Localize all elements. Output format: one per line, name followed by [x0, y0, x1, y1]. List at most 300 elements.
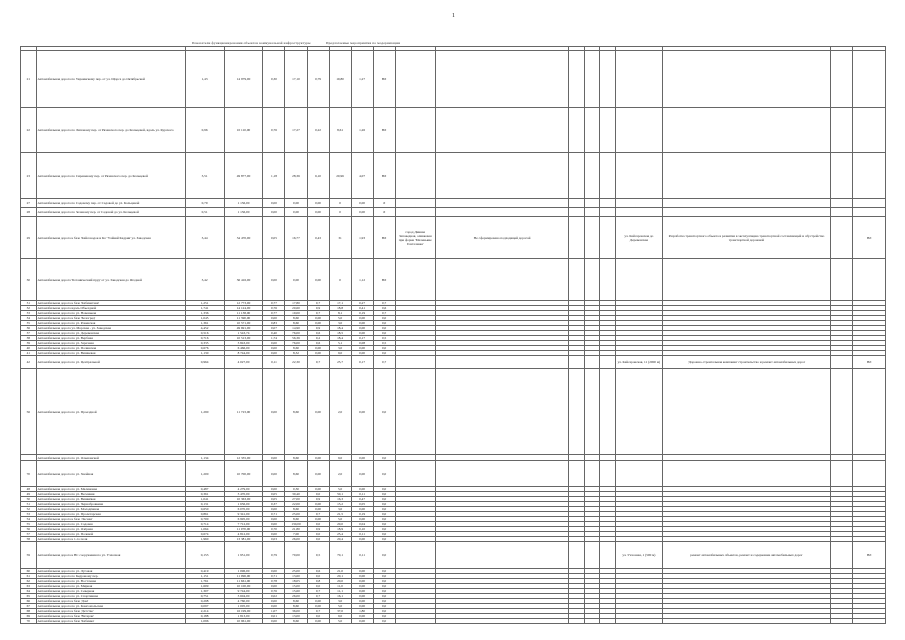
- road-value: 1 813,00: [224, 614, 263, 619]
- metric-e: 0,11: [351, 542, 373, 569]
- road-length: 4,452: [185, 326, 224, 331]
- location-note: [395, 259, 435, 301]
- table-row: [21, 199, 886, 208]
- row-number: 40: [21, 346, 37, 351]
- metric-b: 0,00: [285, 208, 307, 217]
- address-note: [616, 108, 663, 153]
- metric-b: 8,60: [285, 517, 307, 522]
- status-note: Не сформировано подходящей дорогой: [435, 217, 569, 259]
- measure-note: [662, 108, 831, 153]
- metric-c: 0,0: [307, 492, 329, 497]
- road-length: 0,361: [185, 492, 224, 497]
- road-value: 4 027,00: [224, 356, 263, 369]
- metric-f: 0,0: [373, 614, 395, 619]
- blank-cell: [831, 461, 853, 487]
- metric-e: 0,00: [351, 199, 373, 208]
- metric-b: 8,60: [285, 316, 307, 321]
- blank-cell: [831, 542, 853, 569]
- location-note: [395, 51, 435, 108]
- road-name: Автомобильная дорога по ул. Вишнёвая: [36, 497, 185, 502]
- metric-a: 1,74: [263, 336, 285, 341]
- address-note: [616, 153, 663, 199]
- table-row: [21, 259, 886, 301]
- blank-cell: [584, 619, 600, 624]
- metric-d: 21,0: [329, 569, 351, 574]
- metric-c: 0,00: [307, 461, 329, 487]
- road-value: 4 279,00: [224, 487, 263, 492]
- location-note: [395, 153, 435, 199]
- metric-d: 11,1: [329, 589, 351, 594]
- road-name: Автомобильная дорога по ул. Северная: [36, 589, 185, 594]
- metric-c: 0,9: [307, 527, 329, 532]
- metric-a: 0,71: [263, 512, 285, 517]
- metric-f: ВЛ: [373, 217, 395, 259]
- metric-a: 0,00: [263, 487, 285, 492]
- metric-b: 8,60: [285, 599, 307, 604]
- blank-cell: [600, 208, 616, 217]
- metric-a: 0,00: [263, 259, 285, 301]
- metric-a: 1,18: [263, 153, 285, 199]
- metric-b: 20,60: [285, 306, 307, 311]
- road-value: 4 760,00: [224, 599, 263, 604]
- table-row: [21, 542, 886, 569]
- address-note: [616, 199, 663, 208]
- road-length: 0,51: [185, 208, 224, 217]
- metric-f: Л: [373, 208, 395, 217]
- road-name: Автомобильная дорога по ул. Вербная: [36, 336, 185, 341]
- metric-f: 0,0: [373, 522, 395, 527]
- road-name: Автомобильная дорога по ул. Комсомольская: [36, 604, 185, 609]
- blank-cell: [831, 217, 853, 259]
- row-number: 62: [21, 579, 37, 584]
- blank-cell: [569, 108, 585, 153]
- row-number: 30: [21, 259, 37, 301]
- metric-c: 0,00: [307, 517, 329, 522]
- category: [853, 208, 886, 217]
- metric-f: ВЛ: [373, 259, 395, 301]
- blank-cell: [569, 542, 585, 569]
- blank-cell: [831, 51, 853, 108]
- row-number: 41: [21, 351, 37, 356]
- measure-note: [662, 208, 831, 217]
- row-number: 58: [21, 537, 37, 542]
- road-length: 0,96: [185, 108, 224, 153]
- row-number: 42: [21, 356, 37, 369]
- metric-c: 0,0: [307, 574, 329, 579]
- road-value: 8 744,00: [224, 351, 263, 356]
- row-number: 52: [21, 507, 37, 512]
- road-length: 0,79: [185, 199, 224, 208]
- address-note: [616, 461, 663, 487]
- road-length: 1,361: [185, 321, 224, 326]
- road-value: 49 691,00: [224, 326, 263, 331]
- metric-b: 27,00: [285, 497, 307, 502]
- row-number: 59: [21, 542, 37, 569]
- metric-c: 0,5: [307, 542, 329, 569]
- metric-a: 0,00: [263, 455, 285, 461]
- metric-e: 0,04: [351, 522, 373, 527]
- metric-a: 0,00: [263, 507, 285, 512]
- status-note: [435, 208, 569, 217]
- metric-e: 0,00: [351, 331, 373, 336]
- category: [853, 369, 886, 455]
- metric-f: 0,7: [373, 356, 395, 369]
- metric-d: 5,0: [329, 517, 351, 522]
- metric-f: ВЛ: [373, 153, 395, 199]
- road-name: Автомобильная дорога по Липовому пер. от Рязанского пер. до Кольцевой, вдоль ул. Курского: [36, 108, 185, 153]
- road-name: Автомобильная дорога к базе 'Белоград': [36, 316, 185, 321]
- metric-e: 0,00: [351, 584, 373, 589]
- road-value: 10 110,00: [224, 108, 263, 153]
- road-length: 1,336: [185, 311, 224, 316]
- row-number: 61: [21, 574, 37, 579]
- metric-c: 0,7: [307, 356, 329, 369]
- road-length: 1,041: [185, 497, 224, 502]
- metric-e: 0,08: [351, 341, 373, 346]
- metric-c: 0,00: [307, 321, 329, 326]
- road-value: 1 543,74: [224, 331, 263, 336]
- row-number: 63: [21, 584, 37, 589]
- category: [853, 153, 886, 199]
- metric-e: 0,00: [351, 574, 373, 579]
- metric-f: 0,0: [373, 527, 395, 532]
- row-number: 23: [21, 153, 37, 199]
- metric-c: 0,79: [307, 51, 329, 108]
- blank-cell: [600, 461, 616, 487]
- row-number: 67: [21, 604, 37, 609]
- metric-a: 0,77: [263, 301, 285, 306]
- metric-b: 15,00: [285, 584, 307, 589]
- metric-c: 0,9: [307, 306, 329, 311]
- blank-cell: [569, 199, 585, 208]
- metric-d: 20,1: [329, 574, 351, 579]
- address-note: [616, 208, 663, 217]
- road-name: Автомобильная дорога по ул. Полевой: [36, 532, 185, 537]
- metric-c: 0,0: [307, 522, 329, 527]
- road-value: 11 096,00: [224, 574, 263, 579]
- road-name: Автомобильная дорога по ул. Спортивная: [36, 594, 185, 599]
- row-number: 38: [21, 336, 37, 341]
- metric-a: 0,00: [263, 522, 285, 527]
- road-value: 12 773,00: [224, 301, 263, 306]
- metric-e: 0,00: [351, 599, 373, 604]
- location-note: город Дивная Заповедная, оливковая при форме 'Маленькие Гонталевка': [395, 217, 435, 259]
- metric-b: 8,60: [285, 455, 307, 461]
- blank-cell: [569, 259, 585, 301]
- road-length: 1,200: [185, 461, 224, 487]
- metric-f: 0,0: [373, 326, 395, 331]
- road-length: 0,700: [185, 517, 224, 522]
- metric-c: 0,00: [307, 507, 329, 512]
- measure-note: [662, 259, 831, 301]
- road-name: Автомобильная дорога по Садовому пер. от Садовой до ул. Кольцевой: [36, 199, 185, 208]
- row-number: 56: [21, 527, 37, 532]
- row-number: 51: [21, 502, 37, 507]
- address-note: ул. Учхозная, 1 (500 м): [616, 542, 663, 569]
- metric-d: 2,0: [329, 461, 351, 487]
- row-number: 57: [21, 532, 37, 537]
- road-name: Автомобильная дорога по Сиреневому пер. от Рязанского пер. до Кольцевой: [36, 153, 185, 199]
- road-length: 1,045: [185, 316, 224, 321]
- metric-c: 0,7: [307, 609, 329, 614]
- road-name: Автомобильная дорога к базе 'Дом': [36, 599, 185, 604]
- road-length: 0,335: [185, 341, 224, 346]
- road-name: Автомобильная дорога к базе 'Лесная': [36, 517, 185, 522]
- metric-f: 0,0: [373, 589, 395, 594]
- metric-c: 0,2: [307, 336, 329, 341]
- road-name: Автомобильная дорога к ВС сооружения по ул. Учхозная: [36, 542, 185, 569]
- metric-c: 6,10: [307, 153, 329, 199]
- road-value: 10 700,00: [224, 461, 263, 487]
- blank-cell: [584, 259, 600, 301]
- metric-b: 17,10: [285, 51, 307, 108]
- metric-a: 0,76: [263, 108, 285, 153]
- road-length: 1,761: [185, 579, 224, 584]
- metric-f: 0,0: [373, 569, 395, 574]
- row-number: 53: [21, 512, 37, 517]
- row-number: 33: [21, 311, 37, 316]
- measure-note: 'Дорожно-строительная компания' строительство и ремонт автомобильных дорог: [662, 356, 831, 369]
- road-length: 0,674: [185, 532, 224, 537]
- metric-b: 0,00: [285, 259, 307, 301]
- road-length: 1,096: [185, 619, 224, 624]
- metric-a: 0,07: [263, 326, 285, 331]
- metric-e: 1,12: [351, 259, 373, 301]
- status-note: [435, 369, 569, 455]
- metric-f: 0,6: [373, 306, 395, 311]
- road-length: 0,714: [185, 522, 224, 527]
- metric-f: 0,0: [373, 346, 395, 351]
- metric-b: 8,60: [285, 619, 307, 624]
- table-row: [21, 51, 886, 108]
- metric-c: 0,6: [307, 331, 329, 336]
- metric-d: 9,0: [329, 455, 351, 461]
- road-name: Автомобильная дорога к базе 'Детство': [36, 609, 185, 614]
- metric-b: 8,60: [285, 346, 307, 351]
- road-length: 3,42: [185, 259, 224, 301]
- table-row: [21, 153, 886, 199]
- metric-d: 0: [329, 199, 351, 208]
- metric-e: 1,93: [351, 217, 373, 259]
- blank-cell: [831, 369, 853, 455]
- blank-cell: [569, 619, 585, 624]
- metric-a: 0,00: [263, 369, 285, 455]
- metric-f: ВЛ: [373, 51, 395, 108]
- metric-d: 70,1: [329, 542, 351, 569]
- metric-b: 0,00: [285, 199, 307, 208]
- metric-c: 0,7: [307, 594, 329, 599]
- blank-cell: [584, 217, 600, 259]
- metric-c: 0,22: [307, 108, 329, 153]
- metric-d: 20,96: [329, 153, 351, 199]
- road-length: 0,676: [185, 346, 224, 351]
- metric-a: 0,02: [263, 594, 285, 599]
- location-note: [395, 208, 435, 217]
- metric-e: 0,00: [351, 619, 373, 624]
- row-number: 70: [21, 461, 37, 487]
- road-length: 1,134: [185, 455, 224, 461]
- metric-a: 0,00: [263, 461, 285, 487]
- metric-c: 0,00: [307, 351, 329, 356]
- row-number: 60: [21, 569, 37, 574]
- metric-b: 7,00: [285, 532, 307, 537]
- metric-e: 1,80: [351, 609, 373, 614]
- road-length: 3,44: [185, 217, 224, 259]
- metric-c: 0,6: [307, 569, 329, 574]
- blank-cell: [600, 153, 616, 199]
- road-value: 1 096,00: [224, 569, 263, 574]
- category: [853, 199, 886, 208]
- blank-cell: [831, 199, 853, 208]
- metric-e: 0,00: [351, 346, 373, 351]
- metric-b: 70,00: [285, 542, 307, 569]
- metric-b: 13,00: [285, 614, 307, 619]
- road-value: 11 661,00: [224, 579, 263, 584]
- blank-cell: [831, 619, 853, 624]
- metric-c: 0,7: [307, 512, 329, 517]
- road-length: 0,419: [185, 569, 224, 574]
- metric-b: 56,36: [285, 336, 307, 341]
- road-length: 1,130: [185, 351, 224, 356]
- blank-cell: [831, 108, 853, 153]
- row-number: 21: [21, 51, 37, 108]
- metric-a: 0,83: [263, 321, 285, 326]
- road-length: 0,153: [185, 542, 224, 569]
- metric-a: 0,05: [263, 492, 285, 497]
- table-row: [21, 619, 886, 624]
- road-length: 0,097: [185, 604, 224, 609]
- metric-b: 8,32: [285, 351, 307, 356]
- blank-cell: [584, 356, 600, 369]
- header-right-text: Предлагаемые мероприятия по модернизации: [326, 41, 401, 45]
- metric-c: 0,00: [307, 199, 329, 208]
- metric-a: 0,76: [263, 306, 285, 311]
- metric-e: 0,41: [351, 306, 373, 311]
- metric-b: 22,30: [285, 356, 307, 369]
- metric-d: 3,0: [329, 346, 351, 351]
- metric-c: 0,0: [307, 532, 329, 537]
- metric-b: 8,60: [285, 321, 307, 326]
- metric-a: 0,00: [263, 569, 285, 574]
- address-note: ул. Кайсаровская до Деревенская: [616, 217, 663, 259]
- road-value: 3 604,00: [224, 594, 263, 599]
- road-name: Автомобильная дорога по ул. Садовая: [36, 522, 185, 527]
- metric-c: 0,00: [307, 455, 329, 461]
- road-name: Автомобильная дорога по Кедровому пер.: [36, 574, 185, 579]
- metric-a: 0,00: [263, 599, 285, 604]
- road-name: Автомобильная дорога по ул. Озёрная: [36, 527, 185, 532]
- road-value: 1 636,00: [224, 502, 263, 507]
- row-number: 31: [21, 301, 37, 306]
- metric-b: 18,05: [285, 579, 307, 584]
- category: [853, 619, 886, 624]
- address-note: [616, 51, 663, 108]
- metric-c: 0,00: [307, 599, 329, 604]
- metric-f: 0,0: [373, 351, 395, 356]
- road-value: 6 070,00: [224, 507, 263, 512]
- metric-d: 8,61: [329, 108, 351, 153]
- table-row: [21, 208, 886, 217]
- metric-b: 30,40: [285, 492, 307, 497]
- road-value: 1 005,00: [224, 604, 263, 609]
- metric-f: 0,0: [373, 502, 395, 507]
- road-length: 0,298: [185, 599, 224, 604]
- metric-c: 0,9: [307, 497, 329, 502]
- status-note: [435, 108, 569, 153]
- metric-d: 18,5: [329, 331, 351, 336]
- row-number: 64: [21, 589, 37, 594]
- road-value: 16 199,00: [224, 609, 263, 614]
- road-value: 3 843,00: [224, 341, 263, 346]
- metric-e: 0,11: [351, 532, 373, 537]
- metric-b: 13,60: [285, 574, 307, 579]
- metric-d: 0: [329, 259, 351, 301]
- metric-d: 16,3: [329, 497, 351, 502]
- metric-a: 0,11: [263, 356, 285, 369]
- metric-b: 76,00: [285, 331, 307, 336]
- metric-b: 0,30: [285, 487, 307, 492]
- metric-f: 0,7: [373, 301, 395, 306]
- metric-e: 0,00: [351, 589, 373, 594]
- metric-b: 22,00: [285, 502, 307, 507]
- row-number: 22: [21, 108, 37, 153]
- metric-f: 0,0: [373, 579, 395, 584]
- blank-cell: [600, 259, 616, 301]
- road-value: 10 571,00: [224, 321, 263, 326]
- road-value: 7 712,00: [224, 522, 263, 527]
- metric-d: 37,0: [329, 609, 351, 614]
- metric-d: 50,1: [329, 492, 351, 497]
- metric-a: 0,00: [263, 619, 285, 624]
- metric-a: 0,03: [263, 537, 285, 542]
- blank-cell: [569, 153, 585, 199]
- metric-a: 0,37: [263, 502, 285, 507]
- metric-c: 0,6: [307, 341, 329, 346]
- road-length: 0,650: [185, 507, 224, 512]
- blank-cell: [569, 217, 585, 259]
- metric-d: 21,5: [329, 512, 351, 517]
- road-value: 36 416,00: [224, 259, 263, 301]
- metric-e: 0,00: [351, 487, 373, 492]
- blank-cell: [569, 208, 585, 217]
- road-value: 1 951,00: [224, 542, 263, 569]
- metric-e: 0,19: [351, 512, 373, 517]
- road-name: Автомобильная дорога по Украинскому пер. от ул. Щорса до Октябрьской: [36, 51, 185, 108]
- metric-c: 0,0: [307, 537, 329, 542]
- measure-note: [662, 153, 831, 199]
- road-name: Автомобильная дорога к базе 'Кайсоводок и Ко' 'Уайнай Кадрия' ул. Заводская: [36, 217, 185, 259]
- metric-e: 4,07: [351, 153, 373, 199]
- metric-b: 19,00: [285, 311, 307, 316]
- blank-cell: [600, 108, 616, 153]
- metric-a: 0,70: [263, 527, 285, 532]
- table-row: [21, 356, 886, 369]
- road-name: Автомобильная дорога по ул. Весенняя: [36, 492, 185, 497]
- metric-b: 130,00: [285, 522, 307, 527]
- road-value: 12 335,00: [224, 455, 263, 461]
- metric-d: 3,0: [329, 599, 351, 604]
- road-value: 13 381,00: [224, 537, 263, 542]
- road-value: 4 812,00: [224, 532, 263, 537]
- blank-cell: [584, 542, 600, 569]
- metric-f: 0,0: [373, 609, 395, 614]
- road-value: 11 390,00: [224, 316, 263, 321]
- road-length: 1,741: [185, 306, 224, 311]
- metric-b: 8,60: [285, 604, 307, 609]
- road-name: Автомобильная дорога по ул. Ольшанской: [36, 455, 185, 461]
- metric-c: 0,0: [307, 614, 329, 619]
- category: ВЛ: [853, 217, 886, 259]
